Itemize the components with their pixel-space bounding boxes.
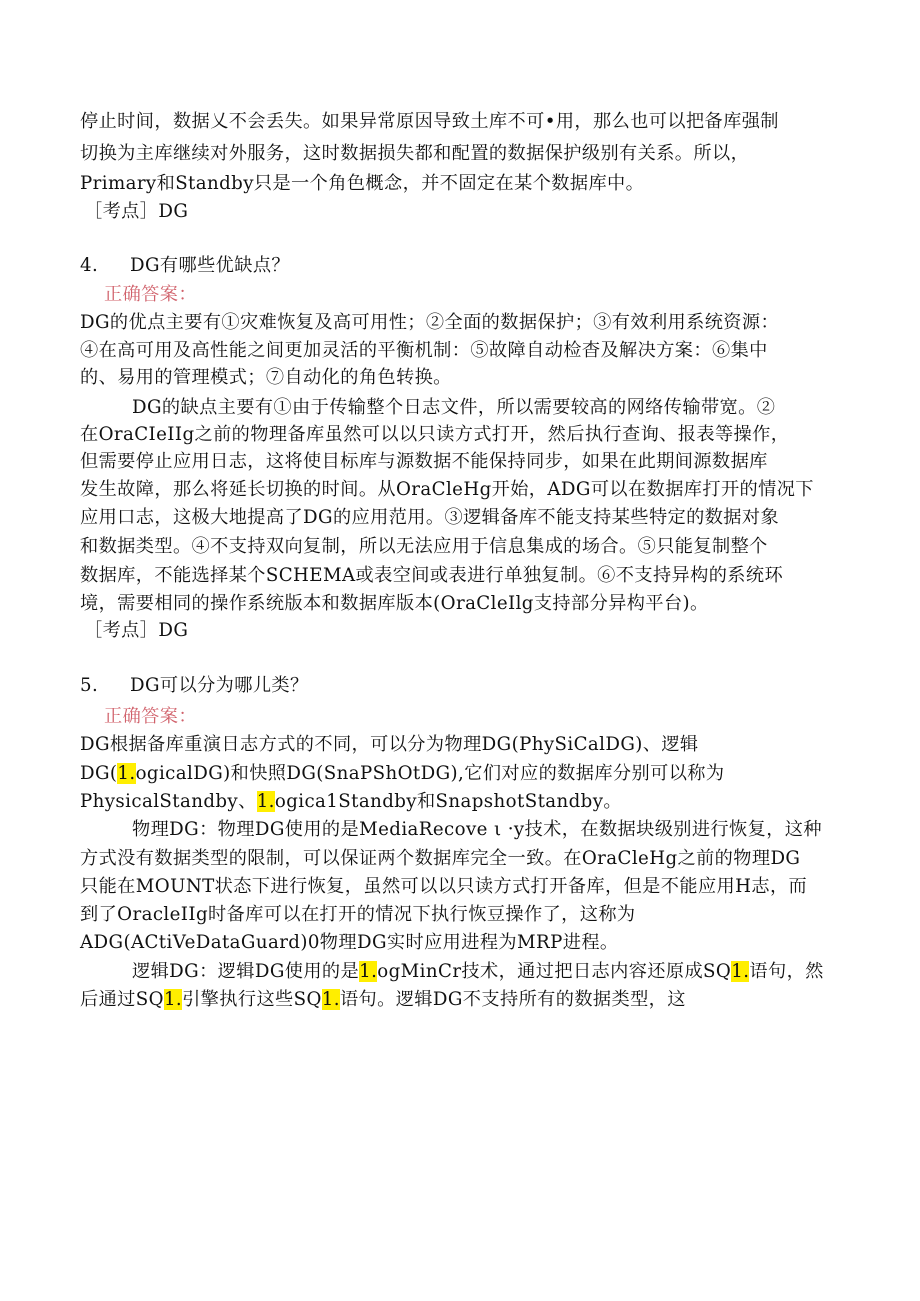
paragraph-line bbox=[132, 958, 824, 986]
question-text: DG有哪些优缺点？ bbox=[130, 255, 291, 276]
text-run: 语句。逻辑DG不支持所有的数据类型，这 bbox=[339, 989, 686, 1010]
answer-label: 正确答案： bbox=[104, 284, 197, 305]
paragraph-line bbox=[80, 788, 622, 816]
text-run: ogicalDG)和快照DG(SnaPShOtDG),它们对应的数据库分别可以称为 bbox=[135, 763, 725, 784]
text-run: 引擎执行这些SQ bbox=[182, 989, 322, 1010]
paragraph-line: Primary和Standby只是一个角色概念，并不固定在某个数据库中。 bbox=[80, 173, 645, 194]
paragraph-line: DG的缺点主要有①由于传输整个日志文件，所以需要较高的网络传输带宽。② bbox=[132, 397, 776, 418]
highlight: 1. bbox=[117, 763, 136, 784]
text-run: DG( bbox=[80, 763, 118, 784]
paragraph-line: 发生故障，那么将延长切换的时间。从OraCleHg开始，ADG可以在数据库打开的情况下 bbox=[80, 479, 814, 500]
paragraph-line: 应用口志，这极大地提高了DG的应用范用。③逻辑备库不能支持某些特定的数据对象 bbox=[80, 507, 780, 528]
text-run: 语句，然 bbox=[749, 961, 824, 982]
paragraph-line: ④在高可用及高性能之间更加灵活的平衡机制：⑤故障自动检杳及解决方案：⑥集中 bbox=[80, 340, 768, 361]
paragraph-line: 停止时间，数据乂不会丢失。如果异常原因导致土库不可•用，那么也可以把备库强制 bbox=[80, 111, 779, 132]
question-text: DG可以分为哪儿类？ bbox=[130, 675, 309, 696]
question-number: 5. bbox=[80, 675, 99, 696]
highlight: 1. bbox=[256, 791, 275, 812]
question-4 bbox=[80, 252, 290, 280]
text-run: 逻辑DG：逻辑DG使用的是 bbox=[132, 961, 360, 982]
question-number: 4. bbox=[80, 255, 99, 276]
highlight: 1. bbox=[321, 989, 340, 1010]
highlight: 1. bbox=[359, 961, 378, 982]
text-run: 后通过SQ bbox=[80, 989, 164, 1010]
paragraph-line: 但需要停止应用日志，这将使目标库与源数据不能保持同步，如果在此期间源数据库 bbox=[80, 451, 768, 472]
paragraph-line: 和数据类型。④不支持双向复制，所以无法应用于信息集成的场合。⑤只能复制整个 bbox=[80, 536, 768, 557]
paragraph-line: 只能在MOUNT状态下进行恢复，虽然可以以只读方式打开备库，但是不能应用H志，而 bbox=[80, 876, 808, 897]
answer-label: 正确答案： bbox=[104, 706, 197, 727]
paragraph-line bbox=[80, 986, 686, 1014]
paragraph-line: 境，需要相同的操作系统版本和数据库版本(OraCleIlg支持部分异构平台)。 bbox=[80, 593, 709, 614]
highlight: 1. bbox=[163, 989, 183, 1010]
paragraph-line: 在OraCIeIIg之前的物理备库虽然可以以只读方式打开，然后执行查询、报表等操作， bbox=[80, 424, 790, 445]
paragraph-line: DG的优点主要有①灾难恢复及高可用性；②全面的数据保护；③有效利用系统资源： bbox=[80, 312, 780, 333]
paragraph-line: ADG(ACtiVeDataGuard)0物理DG实时应用进程为MRP进程。 bbox=[80, 932, 619, 953]
paragraph-line bbox=[80, 760, 724, 788]
text-run: ogMinCr技术，通过把日志内容还原成SQ bbox=[377, 961, 732, 982]
paragraph-line: 数据库，不能选择某个SCHEMA或表空间或表进行单独复制。⑥不支持异构的系统环 bbox=[80, 565, 784, 586]
paragraph-line: 的、易用的管理模式；⑦自动化的角色转换。 bbox=[80, 367, 452, 388]
highlight: 1. bbox=[731, 961, 750, 982]
paragraph-line: 切换为主库继续对外服务，这时数据损失都和配置的数据保护级别有关系。所以， bbox=[80, 143, 750, 164]
question-5 bbox=[80, 672, 309, 700]
text-run: ogica1Standby和SnapshotStandby。 bbox=[274, 791, 622, 812]
paragraph-line: 物理DG：物理DG使用的是MediaRecove ι ·y技术，在数据块级别进行恢复，这种 bbox=[132, 819, 822, 840]
topic-tag: ［考点］DG bbox=[84, 201, 189, 222]
paragraph-line: DG根据备库重演日志方式的不同，可以分为物理DG(PhySiCalDG)、逻辑 bbox=[80, 734, 699, 755]
paragraph-line: 到了OracleIIg时备库可以在打开的情况下执行恢豆操作了，这称为 bbox=[80, 904, 636, 925]
topic-tag: ［考点］DG bbox=[84, 620, 189, 641]
text-run: PhysicalStandby、 bbox=[80, 791, 257, 812]
paragraph-line: 方式没有数据类型的限制，可以保证两个数据库完全一致。在OraCleHg之前的物理DG bbox=[80, 848, 801, 869]
